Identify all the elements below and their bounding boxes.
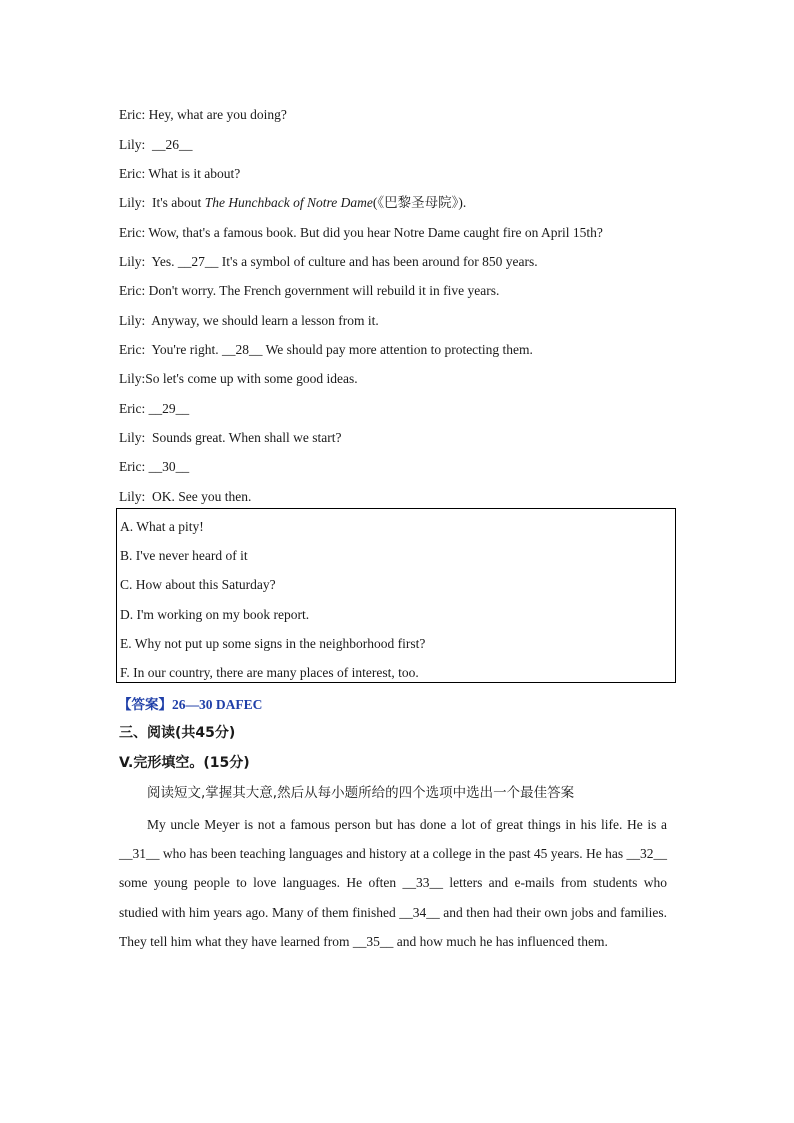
line-text: __29__ — [148, 401, 190, 416]
speaker: Lily: — [119, 137, 146, 152]
line-text: You're right. __28__ We should pay more attention to protecting them. — [151, 342, 533, 357]
dialogue-line — [119, 458, 189, 476]
dialogue-line — [119, 224, 603, 242]
dialogue-line — [119, 106, 287, 124]
line-text: So let's come up with some good ideas. — [145, 371, 358, 386]
speaker: Eric: — [119, 107, 146, 122]
speaker: Eric: — [119, 166, 146, 181]
speaker: Eric: — [119, 342, 146, 357]
section-heading: 三、阅读(共45分) — [119, 725, 236, 741]
dialogue-line — [119, 488, 251, 506]
option-e: E. Why not put up some signs in the neighborhood first? — [120, 636, 426, 651]
speaker: Eric: — [119, 225, 146, 240]
line-text: Sounds great. When shall we start? — [152, 430, 342, 445]
subsection-heading: V.完形填空。(15分) — [119, 755, 250, 771]
dialogue-line — [119, 194, 466, 212]
speaker: Eric: — [119, 459, 146, 474]
option-f: F. In our country, there are many places of interest, too. — [120, 665, 419, 680]
option-d: D. I'm working on my book report. — [120, 607, 310, 622]
dialogue-line — [119, 400, 189, 418]
dialogue-line — [119, 370, 358, 388]
dialogue-line — [119, 312, 379, 330]
line-text: Anyway, we should learn a lesson from it. — [151, 313, 379, 328]
instruction: 阅读短文,掌握其大意,然后从每小题所给的四个选项中选出一个最佳答案 — [147, 785, 575, 801]
line-text: Wow, that's a famous book. But did you hear Notre Dame caught fire on April 15th? — [148, 225, 603, 240]
speaker: Lily: — [119, 313, 146, 328]
dialogue-line — [119, 136, 193, 154]
option-b: B. I've never heard of it — [120, 548, 248, 563]
speaker: Lily: — [119, 489, 146, 504]
dialogue-line — [119, 165, 240, 183]
answer-key: 【答案】26—30 DAFEC — [118, 697, 263, 712]
line-text: (《巴黎圣母院》). — [372, 195, 467, 210]
speaker: Lily: — [119, 430, 146, 445]
cloze-passage: My uncle Meyer is not a famous person but has done a lot of great things in his life. He is a __31__ who has been teaching languages and history at a college in the past 45 years. He has __32__ some young people to love languages. He often __33__ letters and e-mails from students who studied with him years ago. Many of them finished __34__ and then had their own jobs and families. They tell him what they have learned from __35__ and how much he has influenced them. — [119, 817, 667, 949]
line-text: Yes. __27__ It's a symbol of culture and has been around for 850 years. — [151, 254, 538, 269]
speaker: Eric: — [119, 401, 146, 416]
speaker: Lily: — [119, 195, 146, 210]
speaker: Lily: — [119, 254, 146, 269]
speaker: Lily: — [119, 371, 146, 386]
line-text: It's about — [152, 195, 205, 210]
dialogue-line — [119, 253, 538, 271]
dialogue-line — [119, 282, 499, 300]
book-title: The Hunchback of Notre Dame — [204, 195, 373, 210]
line-text: Don't worry. The French government will rebuild it in five years. — [148, 283, 500, 298]
dialogue-line — [119, 429, 341, 447]
speaker: Eric: — [119, 283, 146, 298]
line-text: What is it about? — [148, 166, 241, 181]
line-text: __30__ — [148, 459, 190, 474]
line-text: __26__ — [152, 137, 193, 152]
options-box — [116, 508, 676, 683]
line-text: OK. See you then. — [152, 489, 252, 504]
dialogue-line — [119, 341, 533, 359]
line-text: Hey, what are you doing? — [148, 107, 287, 122]
option-a: A. What a pity! — [120, 519, 204, 534]
option-c: C. How about this Saturday? — [120, 577, 276, 592]
